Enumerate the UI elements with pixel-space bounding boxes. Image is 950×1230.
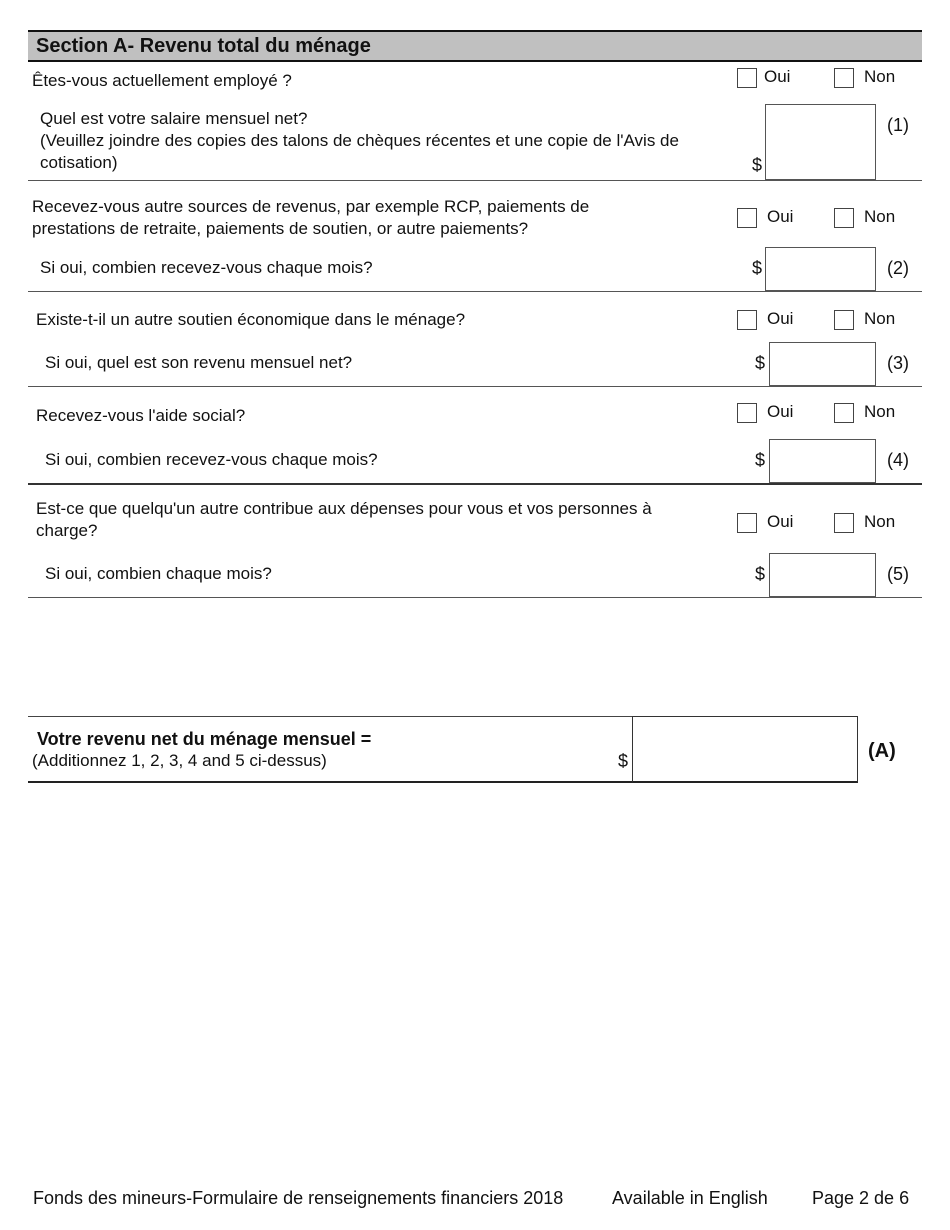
- q3-yes-label: Oui: [767, 309, 794, 328]
- q3-no-checkbox[interactable]: [834, 310, 854, 330]
- divider: [28, 483, 922, 485]
- q5-ref: (5): [887, 564, 909, 584]
- q2-amount-field[interactable]: [765, 247, 876, 291]
- q3-yes-checkbox[interactable]: [737, 310, 757, 330]
- q2-no-label: Non: [864, 207, 896, 226]
- q1-sub-line3: cotisation): [40, 153, 118, 172]
- section-title: Section A- Revenu total du ménage: [36, 35, 371, 57]
- q5-yes-checkbox[interactable]: [737, 513, 757, 533]
- divider: [28, 291, 922, 292]
- q2-ref: (2): [887, 258, 909, 278]
- q5-question-line1: Est-ce que quelqu'un autre contribue aux dépenses pour vous et vos personnes à: [36, 499, 652, 518]
- q1-yes-checkbox[interactable]: [737, 68, 757, 88]
- q1-yes-label: Oui: [764, 67, 791, 86]
- q1-sub-line1: Quel est votre salaire mensuel net?: [40, 109, 308, 128]
- total-label: Votre revenu net du ménage mensuel =: [37, 729, 372, 749]
- q5-no-checkbox[interactable]: [834, 513, 854, 533]
- q3-sub: Si oui, quel est son revenu mensuel net?: [45, 353, 353, 372]
- q3-no-label: Non: [864, 309, 896, 328]
- total-note: (Additionnez 1, 2, 3, 4 and 5 ci-dessus): [32, 751, 327, 770]
- q4-currency: $: [755, 450, 766, 470]
- divider: [28, 386, 922, 387]
- q4-amount-field[interactable]: [769, 439, 876, 483]
- q5-yes-label: Oui: [767, 512, 794, 531]
- footer-language: Available in English: [612, 1188, 768, 1208]
- q2-question-line1: Recevez-vous autre sources de revenus, par exemple RCP, paiements de: [32, 197, 590, 216]
- total-currency: $: [618, 751, 629, 771]
- q2-yes-label: Oui: [767, 207, 794, 226]
- q4-question: Recevez-vous l'aide social?: [36, 406, 246, 425]
- q1-question: Êtes-vous actuellement employé ?: [32, 71, 292, 90]
- footer-form-name: Fonds des mineurs-Formulaire de renseignements financiers 2018: [33, 1188, 564, 1208]
- q5-sub: Si oui, combien chaque mois?: [45, 564, 272, 583]
- q4-no-label: Non: [864, 402, 896, 421]
- q4-no-checkbox[interactable]: [834, 403, 854, 423]
- q2-currency: $: [752, 258, 763, 278]
- divider: [28, 180, 922, 181]
- q2-yes-checkbox[interactable]: [737, 208, 757, 228]
- q1-salary-field[interactable]: [765, 104, 876, 180]
- q5-question-line2: charge?: [36, 521, 98, 540]
- q1-no-checkbox[interactable]: [834, 68, 854, 88]
- q2-question-line2: prestations de retraite, paiements de soutien, or autre paiements?: [32, 219, 529, 238]
- footer-page-number: Page 2 de 6: [812, 1188, 910, 1208]
- total-income-field[interactable]: [632, 716, 858, 783]
- q1-ref: (1): [887, 115, 909, 135]
- q5-currency: $: [755, 564, 766, 584]
- q5-no-label: Non: [864, 512, 896, 531]
- q2-sub: Si oui, combien recevez-vous chaque mois?: [40, 258, 373, 277]
- divider: [28, 597, 922, 598]
- q2-no-checkbox[interactable]: [834, 208, 854, 228]
- total-ref: (A): [868, 740, 896, 762]
- q4-yes-checkbox[interactable]: [737, 403, 757, 423]
- q3-ref: (3): [887, 353, 909, 373]
- q3-amount-field[interactable]: [769, 342, 876, 386]
- q3-currency: $: [755, 353, 766, 373]
- q4-yes-label: Oui: [767, 402, 794, 421]
- q1-sub-line2: (Veuillez joindre des copies des talons de chèques récentes et une copie de l'Avis de: [40, 131, 679, 150]
- q5-amount-field[interactable]: [769, 553, 876, 597]
- q4-sub: Si oui, combien recevez-vous chaque mois?: [45, 450, 378, 469]
- q4-ref: (4): [887, 450, 909, 470]
- q1-currency: $: [752, 155, 763, 175]
- q1-no-label: Non: [864, 67, 896, 86]
- q3-question: Existe-t-il un autre soutien économique dans le ménage?: [36, 310, 466, 329]
